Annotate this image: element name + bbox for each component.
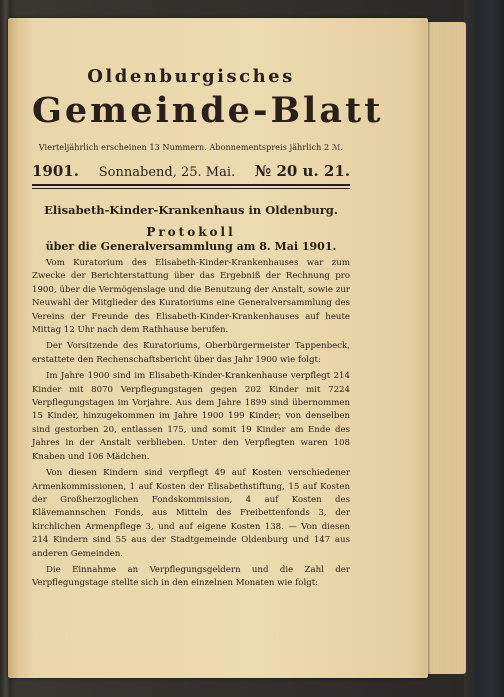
article-title: Elisabeth-Kinder-Krankenhaus in Oldenburg. bbox=[44, 203, 338, 217]
page-content bbox=[32, 66, 384, 591]
article-subheading: über die Generalversammlung am 8. Mai 1901. bbox=[45, 240, 337, 253]
paragraph-2: Der Vorsitzende des Kuratoriums, Oberbürgermeister Tappenbeck, erstattete den Rechenschaftsbericht über das Jahr 1900 wie folgt: bbox=[32, 341, 350, 365]
book-cover-edge bbox=[464, 0, 504, 697]
issue-row bbox=[32, 162, 350, 180]
paragraph-3: Im Jahre 1900 sind im Elisabeth-Kinder-Krankenhause verpflegt 214 Kinder mit 8070 Verpflegungstagen gegen 202 Kinder mit 7224 Verpflegungstagen im Vorjahre. Aus dem Jahre 1899 sind übernommen 15 Kinder, hinzugekommen im Jahre 1900 199 Kinder; von denselben sind gestorben 20, entlassen 175, und somit 19 Kinder am Ende des Jahres in der Anstalt verblieben. Unter den Verpflegten waren 108 Knaben und 106 Mädchen. bbox=[32, 371, 350, 462]
article-heading: Protokoll bbox=[146, 225, 236, 239]
masthead-line-2: Gemeinde-Blatt bbox=[32, 90, 384, 131]
paragraph-5: Die Einnahme an Verpflegungsgeldern und die Zahl der Verpflegungstage stellte sich in den einzelnen Monaten wie folgt: bbox=[32, 564, 350, 589]
newspaper-page bbox=[8, 18, 428, 678]
issue-year: 1901. bbox=[32, 162, 79, 180]
page-stack-edges bbox=[424, 22, 466, 674]
issue-number: № 20 u. 21. bbox=[254, 162, 350, 180]
paragraph-1: Vom Kuratorium des Elisabeth-Kinder-Krankenhauses war zum Zwecke der Berichterstattung über das Ergebniß der Rechnung pro 1900, über die Vermögenslage und die Benutzung der Anstalt, sowie zur Neuwahl der Mitglieder des Kuratoriums eine Generalversammlung des Vereins der Freunde des Elisabeth-Kinder-Krankenhauses auf heute Mittag 12 Uhr nach dem Rathhause berufen. bbox=[32, 258, 350, 336]
masthead-line-1: Oldenburgisches bbox=[87, 66, 295, 87]
header-rule bbox=[32, 184, 350, 189]
issue-date: Sonnabend, 25. Mai. bbox=[98, 165, 236, 180]
paragraph-4: Von diesen Kindern sind verpflegt 49 auf Kosten verschiedener Armenkommissionen, 1 auf Kosten der Elisabethstiftung, 15 auf Kosten der Großherzoglichen Fondskommission, 4 auf Kosten des Klävemannschen Fonds, aus Mitteln des Freibettenfonds 3, der kirchlichen Armenpflege 3, und auf eigene Kosten 138. — Von diesen 214 Kindern sind 55 aus der Stadtgemeinde Oldenburg und 147 aus anderen Gemeinden. bbox=[32, 468, 350, 559]
subscription-line: Vierteljährlich erscheinen 13 Nummern. Abonnementspreis jährlich 2 ℳ. bbox=[38, 143, 344, 152]
